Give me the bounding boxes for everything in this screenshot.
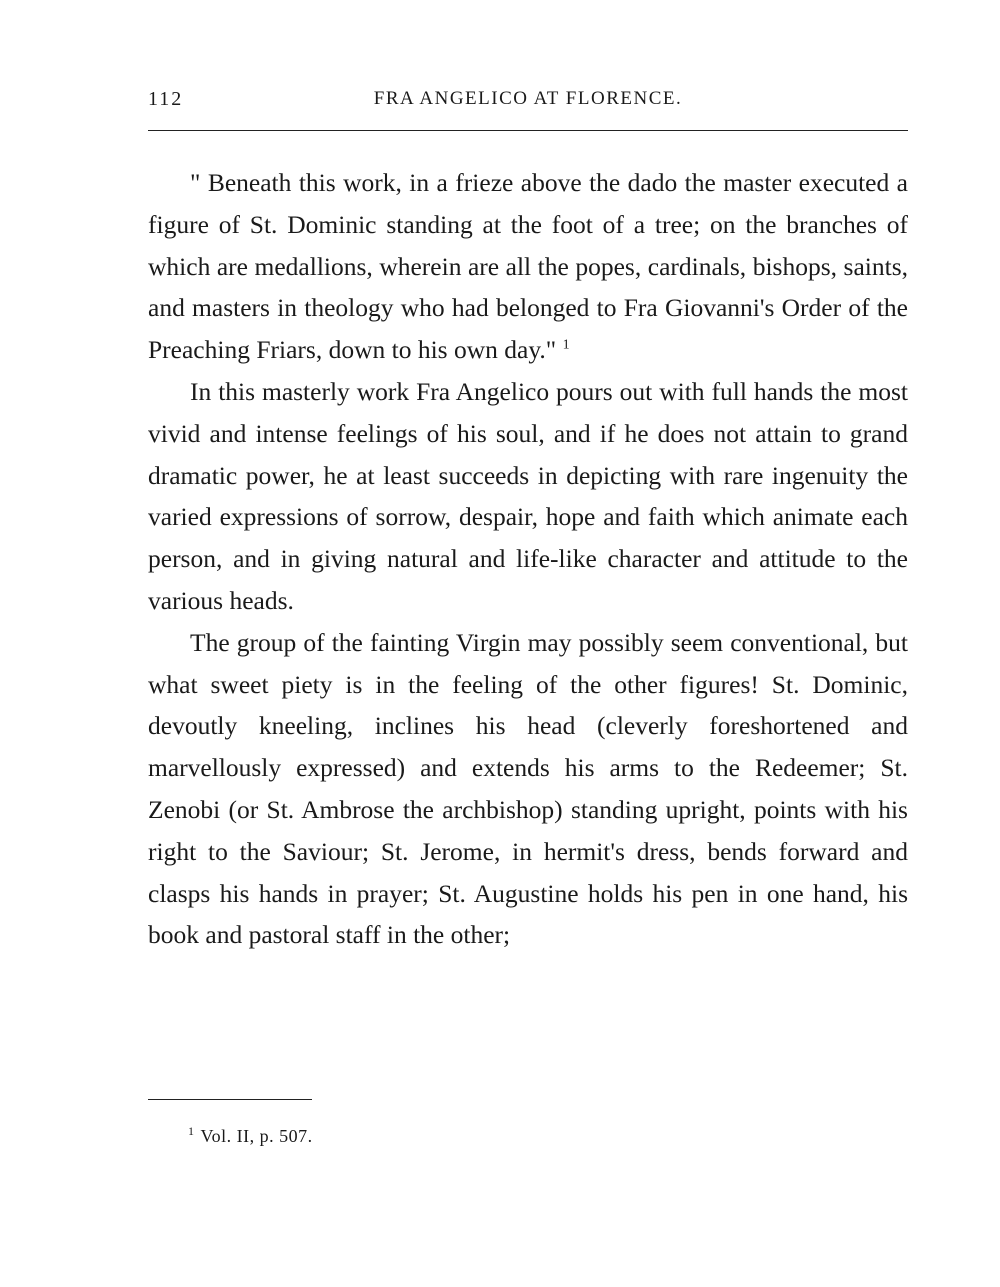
header-rule (148, 130, 908, 131)
paragraph-3: The group of the fainting Virgin may possibly seem conventional, but what sweet piety is in the feeling of the other figures! St. Dominic, devoutly kneeling, inclines his head (cleverly foreshortened and marvellously expressed) and extends his arms to the Redeemer; St. Zenobi (or St. Ambrose the archbishop) standing upright, points with his right to the Saviour; St. Jerome, in hermit's dress, bends forward and clasps his hands in prayer; St. Augustine holds his pen in one hand, his book and pastoral staff in the other; (148, 627, 908, 950)
footnote-rule (148, 1099, 312, 1100)
footnote (188, 1126, 313, 1147)
page-number: 112 (148, 88, 184, 110)
body-text (148, 162, 908, 956)
running-title: FRA ANGELICO AT FLORENCE. (373, 88, 683, 109)
footnote-mark: 1 (188, 1124, 195, 1138)
paragraph-1-text: " Beneath this work, in a frieze above the dado the master executed a figure of St. Dominic standing at the foot of a tree; on the branches of which are medallions, wherein are all the popes, cardinals, bishops, saints, and masters in theology who had belonged to Fra Giovanni's Order of the Preaching Friars, down to his own day." (148, 168, 908, 365)
footnote-text: Vol. II, p. 507. (200, 1126, 313, 1146)
paragraph-1 (148, 162, 908, 371)
running-head (148, 88, 908, 118)
footnote-reference: 1 (562, 337, 570, 353)
paragraph-2: In this masterly work Fra Angelico pours out with full hands the most vivid and intense feelings of his soul, and if he does not attain to grand dramatic power, he at least succeeds in depicting with rare ingenuity the varied expressions of sorrow, despair, hope and faith which animate each person, and in giving natural and life-like character and attitude to the various heads. (148, 376, 908, 615)
